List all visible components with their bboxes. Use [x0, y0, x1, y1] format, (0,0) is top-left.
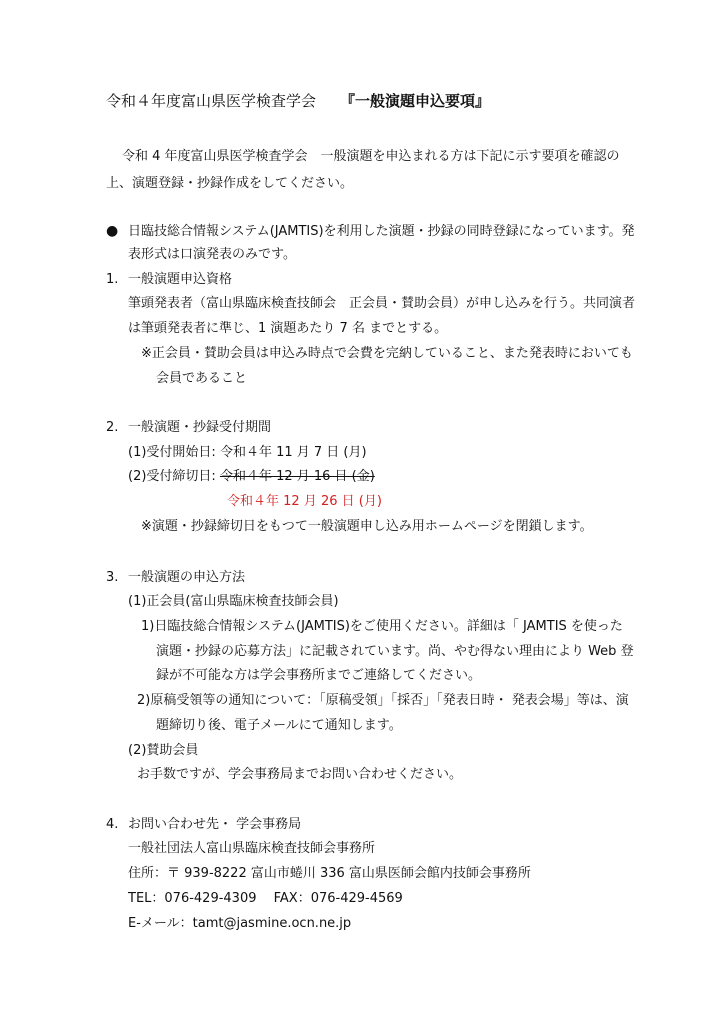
section-3-heading: 一般演題の申込方法	[128, 570, 246, 585]
start-date-row	[128, 446, 367, 459]
intro-line-1: 令和 4 年度富山県医学検査学会 一般演題を申込まれる方は下記に示す要項を確認の	[122, 149, 620, 164]
section-1-note-1: ※正会員・賛助会員は申込み時点で会費を完納していること、また発表時においても	[141, 346, 633, 361]
section-3-item-2-line-1: 2)原稿受領等の通知について：「原稿受領」「採否」「発表日時・ 発表会場」等は、演	[137, 693, 629, 708]
section-4-heading: お問い合わせ先・ 学会事務局	[128, 817, 302, 832]
bullet-line-2: 表形式は口演発表のみです。	[128, 247, 296, 262]
section-2-number: 2.	[106, 420, 119, 435]
section-3-item-1-line-1: 1)日臨技総合情報システム(JAMTIS)をご使用ください。詳細は「 JAMTIS を使った	[141, 619, 623, 634]
section-1-number: 1.	[106, 272, 119, 287]
section-1-line-1: 筆頭発表者（富山県臨床検査技師会 正会員・賛助会員）が申し込みを行う。共同演者	[128, 296, 636, 311]
section-2-note: ※演題・抄録締切日をもつて一般演題申し込み用ホームページを閉鎖します。	[141, 519, 593, 534]
contact-address: 住所：〒 939-8222 富山市蜷川 336 富山県医師会館内技師会事務所	[128, 866, 531, 881]
section-3-item-2-line-2: 題締切り後、電子メールにて通知します。	[156, 718, 402, 733]
intro-line-2: 上、演題登録・抄録作成をしてください。	[106, 176, 354, 191]
page-title	[106, 94, 490, 109]
section-3-number: 3.	[106, 570, 119, 585]
title-main: 令和４年度富山県医学検査学会	[106, 92, 317, 110]
bullet-icon: ●	[106, 223, 119, 239]
contact-email: E-メール：tamt@jasmine.ocn.ne.jp	[128, 916, 352, 931]
section-1-heading: 一般演題申込資格	[128, 272, 233, 287]
bullet-line-1: 日臨技総合情報システム(JAMTIS)を利用した演題・抄録の同時登録になっています。発	[128, 224, 635, 239]
section-3-sub-2-text: お手数ですが、学会事務局までお問い合わせください。	[137, 767, 463, 782]
contact-tel-fax: TEL：076-429-4309 FAX：076-429-4569	[128, 891, 403, 906]
end-date-row	[128, 470, 375, 483]
title-emphasis: 『一般演題申込要項』	[340, 92, 491, 110]
section-3-item-1-line-2: 演題・抄録の応募方法」に記載されています。尚、やむ得ない理由により Web 登	[156, 644, 634, 659]
contact-org: 一般社団法人富山県臨床検査技師会事務所	[128, 841, 376, 856]
section-4-number: 4.	[106, 817, 119, 832]
section-2-heading: 一般演題・抄録受付期間	[128, 420, 272, 435]
end-date-label: (2)受付締切日:	[128, 469, 216, 484]
section-3-sub-2: (2)賛助会員	[128, 743, 199, 758]
end-date-old: 令和４年 12 月 16 日 (金)	[219, 469, 375, 484]
section-3-sub-1: (1)正会員(富山県臨床検査技師会員)	[128, 594, 339, 609]
section-1-line-2: は筆頭発表者に準じ、1 演題あたり 7 名 までとする。	[128, 321, 448, 336]
end-date-new: 令和４年 12 月 26 日 (月)	[227, 494, 382, 509]
start-date-value: 令和４年 11 月 7 日 (月)	[219, 445, 367, 460]
section-3-item-1-line-3: 録が不可能な方は学会事務所までご連絡してください。	[156, 668, 482, 683]
section-1-note-2: 会員であること	[156, 371, 248, 386]
start-date-label: (1)受付開始日:	[128, 445, 216, 460]
